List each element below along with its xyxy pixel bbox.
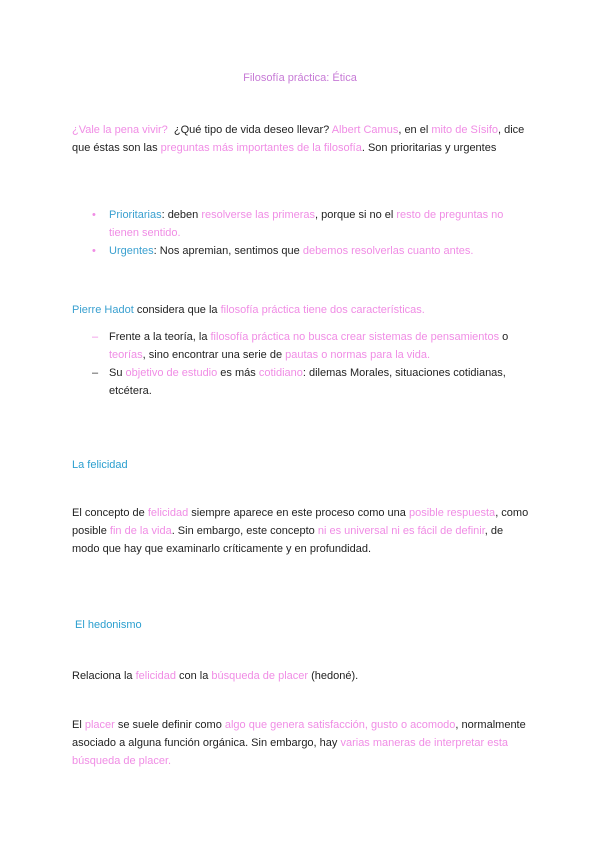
dash-text: Su	[109, 367, 126, 379]
dash-text: o	[499, 331, 509, 343]
intro-question-1: ¿Vale la pena vivir?	[72, 124, 168, 136]
hedon-text: (hedoné).	[308, 670, 359, 682]
felicidad-text: , como posible	[72, 507, 529, 537]
hedon-text: , normalmente asociado a alguna función orgánica. Sin embargo, hay	[72, 719, 526, 749]
dash-text: , sino encontrar una serie de	[142, 349, 286, 361]
bullet-icon: •	[92, 209, 96, 221]
bullet-highlight: resto de preguntas no tienen sentido.	[109, 209, 504, 239]
hedon-text: Relaciona la	[72, 670, 136, 682]
hadot-highlight: filosofía práctica tiene dos características.	[220, 304, 425, 316]
bullet-text: : Nos apremian, sentimos que	[153, 245, 303, 257]
hedon-text: con la	[175, 670, 212, 682]
felicidad-text: , de modo que hay que examinarlo críticamente y en profundidad.	[72, 525, 504, 555]
felicidad-highlight: fin de la vida	[109, 525, 172, 537]
hedonismo-paragraph-2	[72, 716, 532, 770]
bullet-highlight: resolverse las primeras	[201, 209, 316, 221]
dash-icon: –	[92, 331, 99, 343]
hedon-text: se suele definir como	[114, 719, 225, 731]
dash-highlight: objetivo de estudio	[125, 367, 218, 379]
dash-highlight: filosofía práctica no busca crear sistemas de pensamientos	[210, 331, 500, 343]
dash-text: Frente a la teoría, la	[109, 331, 211, 343]
intro-author: Albert Camus	[331, 124, 399, 136]
section-heading-hedonismo: El hedonismo	[75, 619, 142, 631]
bullet-highlight: debemos resolverlas cuanto antes.	[302, 245, 474, 257]
bullet-text: : deben	[161, 209, 202, 221]
list-item	[92, 242, 532, 260]
bullet-text: , porque si no el	[315, 209, 397, 221]
intro-text: , en el	[398, 124, 432, 136]
hedon-highlight: búsqueda de placer	[211, 670, 309, 682]
dash-icon: –	[92, 367, 99, 379]
felicidad-text: El concepto de	[72, 507, 148, 519]
hedon-text: El	[72, 719, 85, 731]
hedon-highlight: placer	[84, 719, 115, 731]
intro-myth: mito de Sísifo	[431, 124, 498, 136]
bullet-term: Urgentes	[109, 245, 154, 257]
intro-question-2: ¿Qué tipo de vida deseo llevar?	[167, 124, 332, 136]
felicidad-highlight: ni es universal ni es fácil de definir	[317, 525, 485, 537]
dash-highlight: teorías	[109, 349, 143, 361]
list-item	[92, 206, 532, 242]
dash-text: : dilemas Morales, situaciones cotidianas, etcétera.	[109, 367, 506, 397]
dash-highlight: pautas o normas para la vida.	[285, 349, 431, 361]
dash-text: es más	[217, 367, 259, 379]
intro-text: , dice que éstas son las	[72, 124, 525, 154]
intro-important: preguntas más importantes de la filosofía	[160, 142, 362, 154]
hedon-highlight: algo que genera satisfacción, gusto o acomodo	[224, 719, 456, 731]
hedon-highlight: varias maneras de interpretar esta búsqueda de placer.	[72, 737, 508, 767]
characteristics-list	[92, 206, 532, 260]
intro-text: . Son prioritarias y urgentes	[361, 142, 497, 154]
hadot-list	[92, 328, 532, 400]
felicidad-highlight: posible respuesta	[408, 507, 496, 519]
dash-highlight: cotidiano	[258, 367, 303, 379]
hadot-name: Pierre Hadot	[72, 304, 134, 316]
hedon-highlight: felicidad	[135, 670, 176, 682]
section-heading-felicidad: La felicidad	[72, 459, 128, 471]
list-item	[92, 328, 532, 364]
hadot-paragraph	[72, 301, 532, 319]
felicidad-text: siempre aparece en este proceso como una	[188, 507, 409, 519]
bullet-icon: •	[92, 245, 96, 257]
intro-paragraph	[72, 121, 532, 157]
hedonismo-paragraph-1	[72, 667, 532, 685]
page-title: Filosofía práctica: Ética	[243, 72, 357, 84]
felicidad-text: . Sin embargo, este concepto	[171, 525, 318, 537]
felicidad-paragraph	[72, 504, 532, 558]
bullet-term: Prioritarias	[109, 209, 162, 221]
felicidad-highlight: felicidad	[147, 507, 189, 519]
list-item	[92, 364, 532, 400]
hadot-text: considera que la	[133, 304, 221, 316]
